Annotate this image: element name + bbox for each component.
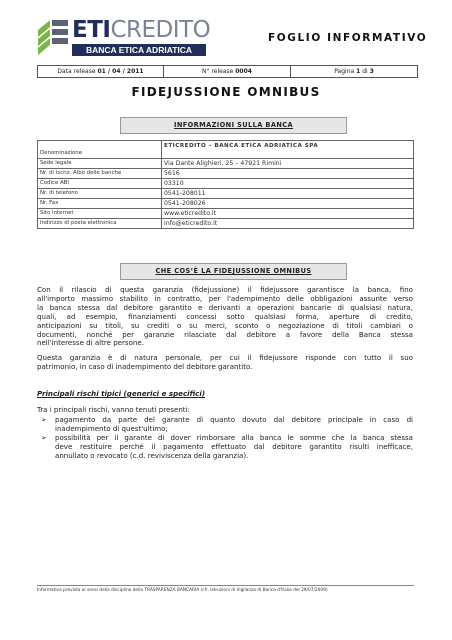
bank-info-value: 03310 bbox=[162, 179, 414, 189]
bank-info-value: 5616 bbox=[162, 169, 414, 179]
table-row bbox=[38, 209, 414, 219]
table-row bbox=[38, 159, 414, 169]
page-number-cell: Pagina 1 di 3 bbox=[334, 68, 374, 75]
text-line: inadempimento di quest'ultimo; bbox=[55, 423, 168, 433]
bank-info-value: www.eticredito.it bbox=[162, 209, 414, 219]
text-line: Questa garanzia è di natura personale, per cui il fidejussore risponde con tutto il suo bbox=[37, 353, 413, 362]
footer-divider bbox=[37, 585, 414, 586]
bank-info-value: ETICREDITO – BANCA ETICA ADRIATICA SPA bbox=[162, 141, 414, 159]
table-row bbox=[38, 189, 414, 199]
document-type-label: FOGLIO INFORMATIVO bbox=[268, 32, 428, 44]
risks-title: Principali rischi tipici (generici e specifici) bbox=[37, 389, 206, 398]
arrow-right-icon: ➢ bbox=[41, 416, 47, 424]
bank-info-label: Indirizzo di posta elettronica bbox=[38, 219, 162, 229]
text-line: possibilità per il garante di dover rimborsare alla banca le somme che la banca stessa bbox=[55, 433, 413, 442]
release-number-cell: N° release 0004 bbox=[164, 66, 291, 77]
paragraph-description bbox=[37, 286, 413, 348]
table-row bbox=[38, 199, 414, 209]
bank-info-value: info@eticredito.it bbox=[162, 219, 414, 229]
text-line: quali, ad esempio, finanziamenti concessi sotto qualsiasi forma, aperture di credito, bbox=[37, 311, 413, 321]
paragraph-nature bbox=[37, 354, 413, 372]
risk-bullet bbox=[41, 415, 413, 434]
bank-info-value: Via Dante Alighieri, 25 – 47921 Rimini bbox=[162, 159, 414, 169]
bank-info-label: Nr. Fax bbox=[38, 199, 162, 209]
text-line: pagamento da parte del garante di quanto dovuto dal debitore principale in caso di bbox=[55, 415, 413, 424]
release-bar bbox=[37, 65, 418, 78]
bank-info-table bbox=[37, 140, 414, 229]
text-line: patrimonio, in caso di inadempimento del debitore garantito. bbox=[37, 361, 253, 371]
text-line: nell'interesse di altre persone. bbox=[37, 338, 144, 348]
bank-info-label: Denominazione bbox=[38, 141, 162, 159]
risks-intro: Tra i principali rischi, vanno tenuti presenti: bbox=[37, 405, 190, 414]
text-line: deve restituire perché il pagamento effettuato dal debitore garantito risulti inefficace, bbox=[55, 441, 413, 451]
section-heading-what-is: CHE COS’È LA FIDEJUSSIONE OMNIBUS bbox=[120, 263, 347, 280]
eticredito-logo bbox=[36, 16, 211, 62]
text-line: annullato o revocato (c.d. reviviscenza della garanzia). bbox=[55, 450, 249, 460]
logo-wordmark: ETICREDITO bbox=[72, 17, 211, 43]
page-title: FIDEJUSSIONE OMNIBUS bbox=[131, 85, 321, 99]
text-line: documenti, nonché per garanzie rilasciate dal debitore a favore della Banca stessa bbox=[37, 329, 413, 339]
footer-note: Informativa prevista ai sensi della disciplina della TRASPARENZA BANCARIA (cfr. Istruzioni di Vigilanza di Banca d'Italia del 29/07/2009) bbox=[37, 588, 328, 593]
text-line: anticipazioni su titoli, su crediti o su merci, sconto o negoziazione di titoli cambiari o bbox=[37, 320, 413, 330]
text-line: all'importo massimo stabilito in contratto, per l'adempimento delle obbligazioni assunte verso bbox=[37, 293, 413, 303]
logo-subtitle: BANCA ETICA ADRIATICA bbox=[72, 44, 206, 56]
bank-info-value: 0541-208026 bbox=[162, 199, 414, 209]
bank-info-label: Codice ABI bbox=[38, 179, 162, 189]
table-row bbox=[38, 179, 414, 189]
bank-info-value: 0541-208011 bbox=[162, 189, 414, 199]
bank-info-label: Nr. di iscriz. Albo delle banche bbox=[38, 169, 162, 179]
table-row bbox=[38, 141, 414, 159]
release-date-cell: Data release 01 / 04 / 2011 bbox=[38, 66, 164, 77]
section-heading-bank-info: INFORMAZIONI SULLA BANCA bbox=[120, 117, 347, 134]
logo-mark-icon bbox=[36, 16, 70, 56]
bank-info-label: Sede legale bbox=[38, 159, 162, 169]
text-line: Con il rilascio di questa garanzia (fidejussione) il fidejussore garantisce la banca, fino bbox=[37, 285, 413, 294]
table-row bbox=[38, 169, 414, 179]
arrow-right-icon: ➢ bbox=[41, 434, 47, 442]
risk-bullet bbox=[41, 433, 413, 461]
table-row bbox=[38, 219, 414, 229]
bank-info-label: Sito Internet bbox=[38, 209, 162, 219]
text-line: la banca stessa dal debitore garantito e derivanti a operazioni bancarie di qualsiasi natura, bbox=[37, 302, 413, 312]
bank-info-label: Nr. di telefono bbox=[38, 189, 162, 199]
